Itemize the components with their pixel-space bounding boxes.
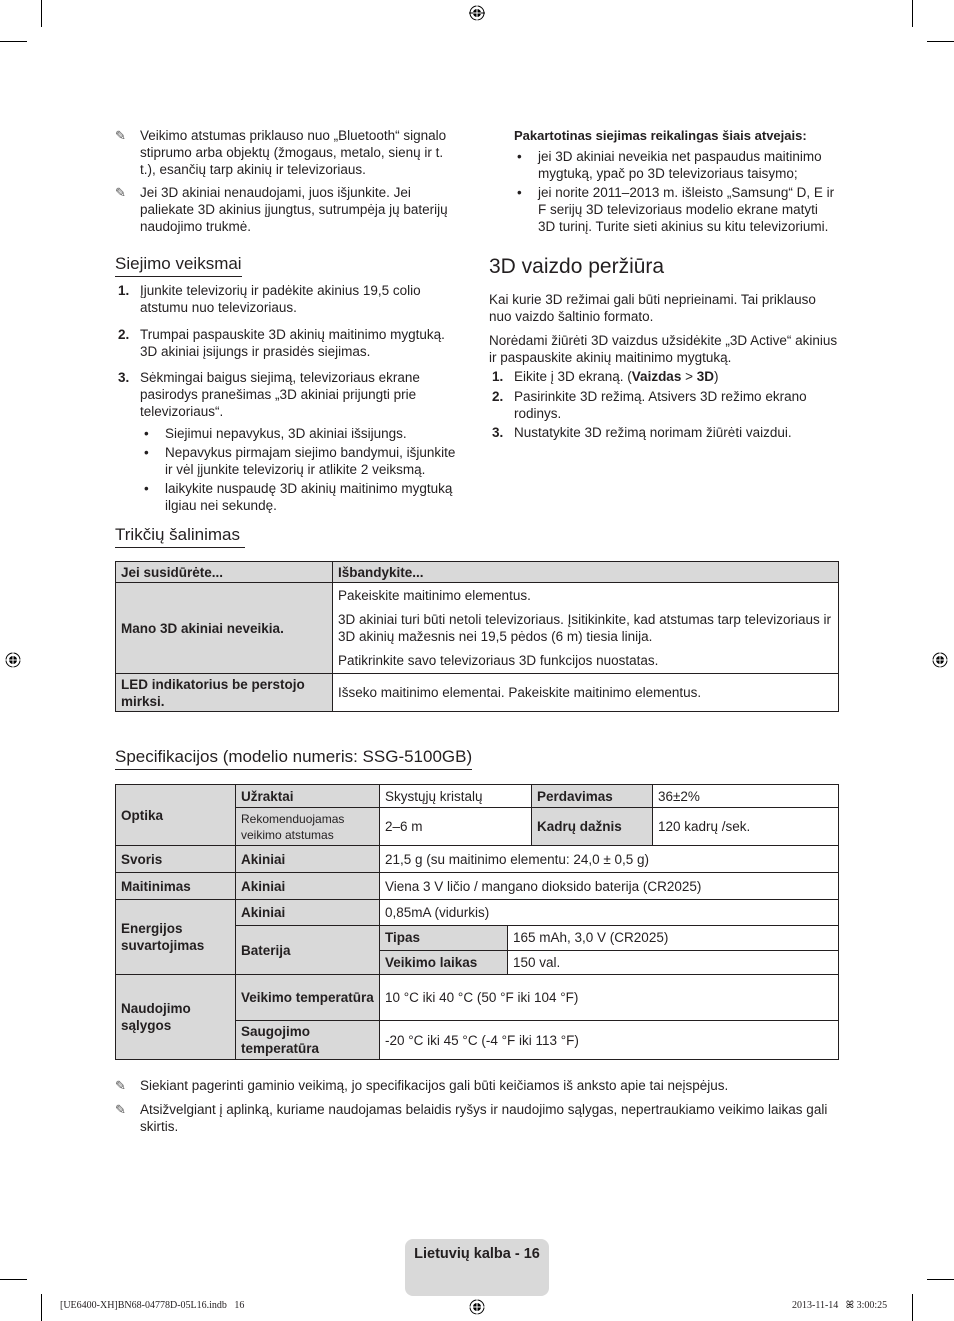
table-header: Jei susidūrėte... — [116, 562, 333, 583]
table-header: Išbandykite... — [333, 562, 839, 583]
step-number: 1. — [118, 283, 130, 298]
step-text: Nustatykite 3D režimą norimam žiūrėti vaizdui. — [514, 425, 792, 440]
crop-mark — [0, 41, 27, 42]
page-number-label: Lietuvių kalba - 16 — [414, 1246, 540, 1262]
paragraph: Norėdami žiūrėti 3D vaizdus užsidėkite „3D Active“ akinius ir paspauskite akinių maitinimo mygtuką. — [489, 333, 838, 365]
bullet-item: • jei norite 2011–2013 m. išleisto „Samsung“ D, E ir F serijų 3D televizoriaus modelio ekrane matyti 3D turinį. Turite sieti akinius su kitu televizoriumi. — [538, 184, 838, 235]
bullet-item: • laikykite nuspaudę 3D akinių maitinimo mygtuką ilgiau nei sekundę. — [165, 480, 460, 514]
pen-note-icon: ✎ — [115, 1102, 126, 1117]
menu-path-3d: 3D — [696, 369, 714, 384]
section-heading-specs: Specifikacijos (modelio numeris: SSG-5100GB) — [115, 747, 472, 770]
step-text-part: Eikite į 3D ekraną. ( — [514, 369, 632, 384]
note-text: Siekiant pagerinti gaminio veikimą, jo specifikacijos gali būti keičiamos iš anksto apie tai neįspėjus. — [140, 1078, 729, 1093]
crop-mark — [927, 1279, 954, 1280]
step-text: Trumpai paspauskite 3D akinių maitinimo mygtuką. 3D akiniai įsijungs ir prasidės siejimas. — [140, 327, 445, 359]
step-number: 2. — [492, 389, 504, 404]
registration-mark-icon — [5, 652, 21, 668]
note — [115, 1077, 839, 1094]
spec-category: Maitinimas — [116, 873, 236, 900]
note-text: Atsižvelgiant į aplinką, kuriame naudojamas belaidis ryšys ir naudojimo sąlygas, nepertraukiamo veikimo laikas gali skirtis. — [140, 1102, 828, 1134]
spec-label: Tipas — [380, 926, 508, 950]
solution-line: 3D akiniai turi būti netoli televizoriaus. Įsitikinkite, kad atstumas tarp televizoriaus ir 3D akinių mažesnis nei 19,5 pėdos (6 m) tiesia linija. — [338, 612, 831, 644]
troubleshooting-table — [115, 561, 839, 712]
registration-mark-icon — [469, 1299, 485, 1315]
step-number: 2. — [118, 327, 130, 342]
spec-label: Perdavimas — [532, 785, 653, 808]
spec-value: Skystųjų kristalų — [380, 785, 532, 808]
bullet-item: • Siejimui nepavykus, 3D akiniai išsijungs. — [165, 425, 460, 442]
spec-value: 165 mAh, 3,0 V (CR2025) — [508, 926, 839, 950]
note — [115, 184, 460, 235]
spec-label: Saugojimo temperatūra — [236, 1021, 380, 1060]
battery-subtable — [380, 926, 838, 974]
pen-note-icon: ✎ — [115, 1078, 126, 1093]
spec-value: 120 kadrų /sek. — [653, 808, 839, 846]
spec-value: 21,5 g (su maitinimo elementu: 24,0 ± 0,5 g) — [380, 846, 839, 873]
spec-value: -20 °C iki 45 °C (-4 °F iki 113 °F) — [380, 1021, 839, 1060]
registration-mark-icon — [469, 5, 485, 21]
step-text-part: ) — [713, 369, 719, 384]
spec-category: Energijos suvartojimas — [116, 900, 236, 975]
step-number: 3. — [492, 425, 504, 440]
pen-note-icon: ✎ — [115, 185, 126, 200]
step-text: Sėkmingai baigus siejimą, televizoriaus ekrane pasirodys pranešimas „3D akiniai prijungti prie televizoriaus“. — [140, 370, 420, 419]
step-text: Pasirinkite 3D režimą. Atsivers 3D režimo ekrano rodinys. — [514, 389, 807, 421]
spec-value: Viena 3 V ličio / mangano dioksido baterija (CR2025) — [380, 873, 839, 900]
battery-subtable-cell — [380, 926, 839, 975]
solution-line: Pakeiskite maitinimo elementus. — [338, 588, 531, 603]
solution-cell — [333, 583, 839, 674]
note-text: Jei 3D akiniai nenaudojami, juos išjunkite. Jei paliekate 3D akinius įjungtus, sutrumpėja jų baterijų naudojimo trukmė. — [140, 185, 448, 234]
pen-note-icon: ✎ — [115, 128, 126, 143]
spec-label: Akiniai — [236, 873, 380, 900]
spec-category: Naudojimo sąlygos — [116, 975, 236, 1060]
spec-label: Baterija — [236, 926, 380, 975]
spec-label: Veikimo temperatūra — [236, 975, 380, 1021]
step-text — [514, 368, 834, 385]
bullet-item: • jei 3D akiniai neveikia net paspaudus maitinimo mygtuką, ypač po 3D televizoriaus taisymo; — [538, 148, 838, 182]
spec-value: 10 °C iki 40 °C (50 °F iki 104 °F) — [380, 975, 839, 1021]
note — [115, 1101, 839, 1135]
spec-value: 2–6 m — [380, 808, 532, 846]
step-text: Įjunkite televizorių ir padėkite akinius 19,5 colio atstumu nuo televizoriaus. — [140, 283, 421, 315]
paragraph: Kai kurie 3D režimai gali būti neprieinami. Tai priklauso nuo vaizdo šaltinio formato. — [489, 292, 816, 324]
spec-value: 150 val. — [508, 950, 839, 974]
section-title-3d-viewing: 3D vaizdo peržiūra — [489, 255, 665, 278]
spec-label: Akiniai — [236, 846, 380, 873]
crop-mark — [41, 0, 42, 27]
problem-cell: LED indikatorius be perstojo mirksi. — [116, 674, 333, 712]
crop-mark — [912, 0, 913, 27]
crop-mark — [927, 41, 954, 42]
spec-label: Užraktai — [236, 785, 380, 808]
spec-value: 0,85mA (vidurkis) — [380, 900, 839, 926]
footer-timestamp: 2013-11-14 ꕤ 3:00:25 — [792, 1300, 888, 1311]
specifications-table — [115, 784, 839, 1060]
note-text: Veikimo atstumas priklauso nuo „Bluetooth“ signalo stiprumo arba objektų (žmogaus, metalo, sienų ir t. t.), esančių tarp akinių ir televizoriaus. — [140, 128, 447, 177]
spec-value: 36±2% — [653, 785, 839, 808]
crop-mark — [912, 1294, 913, 1321]
spec-label: Akiniai — [236, 900, 380, 926]
crop-mark — [41, 1294, 42, 1321]
spec-label: Veikimo laikas — [380, 950, 508, 974]
crop-mark — [0, 1279, 27, 1280]
spec-label: Rekomenduojamas veikimo atstumas — [236, 808, 380, 846]
footer-file-info: [UE6400-XH]BN68-04778D-05L16.indb 16 — [60, 1300, 245, 1311]
step-number: 3. — [118, 370, 130, 385]
registration-mark-icon — [932, 652, 948, 668]
re-pairing-heading: Pakartotinas siejimas reikalingas šiais atvejais: — [514, 128, 807, 143]
spec-category: Optika — [116, 785, 236, 846]
problem-cell: Mano 3D akiniai neveikia. — [116, 583, 333, 674]
step-number: 1. — [492, 369, 504, 384]
spec-label: Kadrų dažnis — [532, 808, 653, 846]
solution-line: Patikrinkite savo televizoriaus 3D funkcijos nuostatas. — [338, 653, 659, 668]
note — [115, 127, 460, 178]
menu-path-vaizdas: Vaizdas — [631, 369, 682, 384]
section-heading-troubleshooting: Trikčių šalinimas — [115, 525, 245, 548]
menu-path-separator: > — [681, 369, 697, 384]
section-heading-pairing: Siejimo veiksmai — [115, 254, 242, 277]
spec-category: Svoris — [116, 846, 236, 873]
solution-cell: Išseko maitinimo elementai. Pakeiskite maitinimo elementus. — [333, 674, 839, 712]
bullet-item: • Nepavykus pirmajam siejimo bandymui, išjunkite ir vėl įjunkite televizorių ir atlikite 2 veiksmą. — [165, 444, 460, 478]
